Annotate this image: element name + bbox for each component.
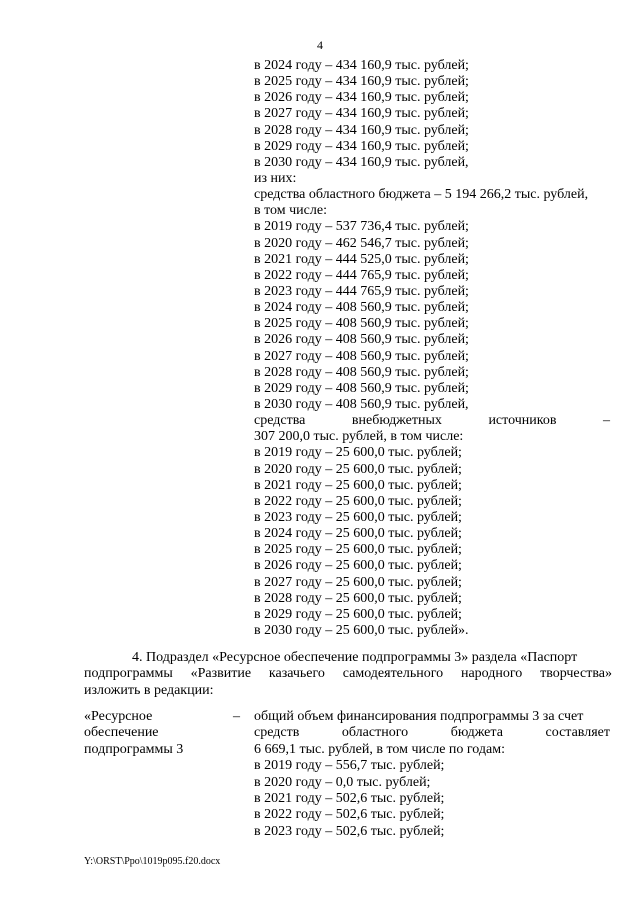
- table-right-line: в 2021 году – 502,6 тыс. рублей;: [254, 790, 445, 806]
- table-right-line: в 2023 году – 502,6 тыс. рублей;: [254, 823, 445, 839]
- extrabudget-line: в 2028 году – 25 600,0 тыс. рублей;: [254, 590, 462, 606]
- footer-file-path: Y:\ORST\Ppo\1019p095.f20.docx: [84, 856, 221, 867]
- funding-line: в 2022 году – 444 765,9 тыс. рублей;: [254, 267, 469, 283]
- extrabudget-line: в 2020 году – 25 600,0 тыс. рублей;: [254, 461, 462, 477]
- funding-line: в 2027 году – 434 160,9 тыс. рублей;: [254, 106, 469, 122]
- funding-line: в 2019 году – 537 736,4 тыс. рублей;: [254, 219, 469, 235]
- funding-line: в 2028 году – 408 560,9 тыс. рублей;: [254, 364, 469, 380]
- table-left-line: подпрограммы 3: [84, 741, 184, 757]
- funding-lines-block: [254, 58, 610, 639]
- paragraph-word: творчества»: [540, 666, 612, 682]
- paragraph-line: изложить в редакции:: [84, 682, 214, 698]
- funding-line: в 2030 году – 434 160,9 тыс. рублей,: [254, 154, 469, 170]
- paragraph-word: подпрограммы: [84, 666, 173, 682]
- table-right-word: составляет: [545, 725, 610, 741]
- table-right-line: в 2020 году – 0,0 тыс. рублей;: [254, 774, 431, 790]
- extrabudget-line: в 2026 году – 25 600,0 тыс. рублей;: [254, 558, 462, 574]
- table-right-word: областного: [341, 725, 409, 741]
- funding-line: в 2027 году – 408 560,9 тыс. рублей;: [254, 348, 469, 364]
- extrabudget-line: в 2022 году – 25 600,0 тыс. рублей;: [254, 493, 462, 509]
- extrabudget-line: в 2024 году – 25 600,0 тыс. рублей;: [254, 526, 462, 542]
- extrabudget-word: –: [602, 413, 610, 429]
- funding-line: из них:: [254, 170, 297, 186]
- table-dash: –: [233, 709, 240, 724]
- funding-line: в 2021 году – 444 525,0 тыс. рублей;: [254, 251, 469, 267]
- paragraph-word: самодеятельного: [342, 666, 444, 682]
- funding-line: в 2020 году – 462 546,7 тыс. рублей;: [254, 235, 469, 251]
- extrabudget-word: средства: [254, 413, 306, 429]
- funding-line: в 2024 году – 434 160,9 тыс. рублей;: [254, 58, 469, 73]
- table-right-column: [254, 709, 610, 840]
- table-left-line: обеспечение: [84, 725, 159, 741]
- funding-line: в 2023 году – 444 765,9 тыс. рублей;: [254, 283, 469, 299]
- table-left-column: [84, 709, 234, 758]
- table-left-line: «Ресурсное: [84, 709, 153, 724]
- funding-line: в 2026 году – 434 160,9 тыс. рублей;: [254, 90, 469, 106]
- extrabudget-line: в 2030 году – 25 600,0 тыс. рублей».: [254, 622, 469, 638]
- extrabudget-line: в 2021 году – 25 600,0 тыс. рублей;: [254, 477, 462, 493]
- extrabudget-word: источников: [488, 413, 557, 429]
- funding-line: средства областного бюджета – 5 194 266,2 тыс. рублей,: [254, 187, 589, 203]
- page-number: 4: [317, 38, 323, 52]
- extrabudget-line: в 2023 году – 25 600,0 тыс. рублей;: [254, 509, 462, 525]
- paragraph-line: 4. Подраздел «Ресурсное обеспечение подпрограммы 3» раздела «Паспорт: [132, 650, 578, 665]
- funding-line: в том числе:: [254, 203, 327, 219]
- table-right-line: в 2022 году – 502,6 тыс. рублей;: [254, 807, 445, 823]
- extrabudget-line: в 2025 году – 25 600,0 тыс. рублей;: [254, 542, 462, 558]
- extrabudget-line: в 2019 году – 25 600,0 тыс. рублей;: [254, 445, 462, 461]
- extrabudget-heading-line: [254, 413, 610, 429]
- funding-line: в 2028 году – 434 160,9 тыс. рублей;: [254, 122, 469, 138]
- funding-line: в 2024 году – 408 560,9 тыс. рублей;: [254, 300, 469, 316]
- table-right-line: общий объем финансирования подпрограммы 3 за счет: [254, 709, 584, 724]
- funding-line: в 2029 году – 434 160,9 тыс. рублей;: [254, 138, 469, 154]
- extrabudget-word: внебюджетных: [351, 413, 442, 429]
- extrabudget-line: 307 200,0 тыс. рублей, в том числе:: [254, 429, 464, 445]
- paragraph-line-justified: [84, 666, 612, 682]
- amendment-paragraph: [84, 650, 612, 699]
- paragraph-word: казачьего: [268, 666, 325, 682]
- funding-line: в 2029 году – 408 560,9 тыс. рублей;: [254, 380, 469, 396]
- extrabudget-line: в 2027 году – 25 600,0 тыс. рублей;: [254, 574, 462, 590]
- funding-line: в 2025 году – 408 560,9 тыс. рублей;: [254, 316, 469, 332]
- extrabudget-line: в 2029 году – 25 600,0 тыс. рублей;: [254, 606, 462, 622]
- table-right-line-justified: [254, 725, 610, 741]
- funding-line: в 2030 году – 408 560,9 тыс. рублей,: [254, 396, 469, 412]
- funding-line: в 2025 году – 434 160,9 тыс. рублей;: [254, 74, 469, 90]
- table-right-line: 6 669,1 тыс. рублей, в том числе по годам:: [254, 741, 505, 757]
- paragraph-word: «Развитие: [190, 666, 252, 682]
- table-right-word: средств: [254, 725, 300, 741]
- paragraph-word: народного: [460, 666, 523, 682]
- funding-line: в 2026 году – 408 560,9 тыс. рублей;: [254, 332, 469, 348]
- table-right-word: бюджета: [450, 725, 503, 741]
- table-right-line: в 2019 году – 556,7 тыс. рублей;: [254, 758, 445, 774]
